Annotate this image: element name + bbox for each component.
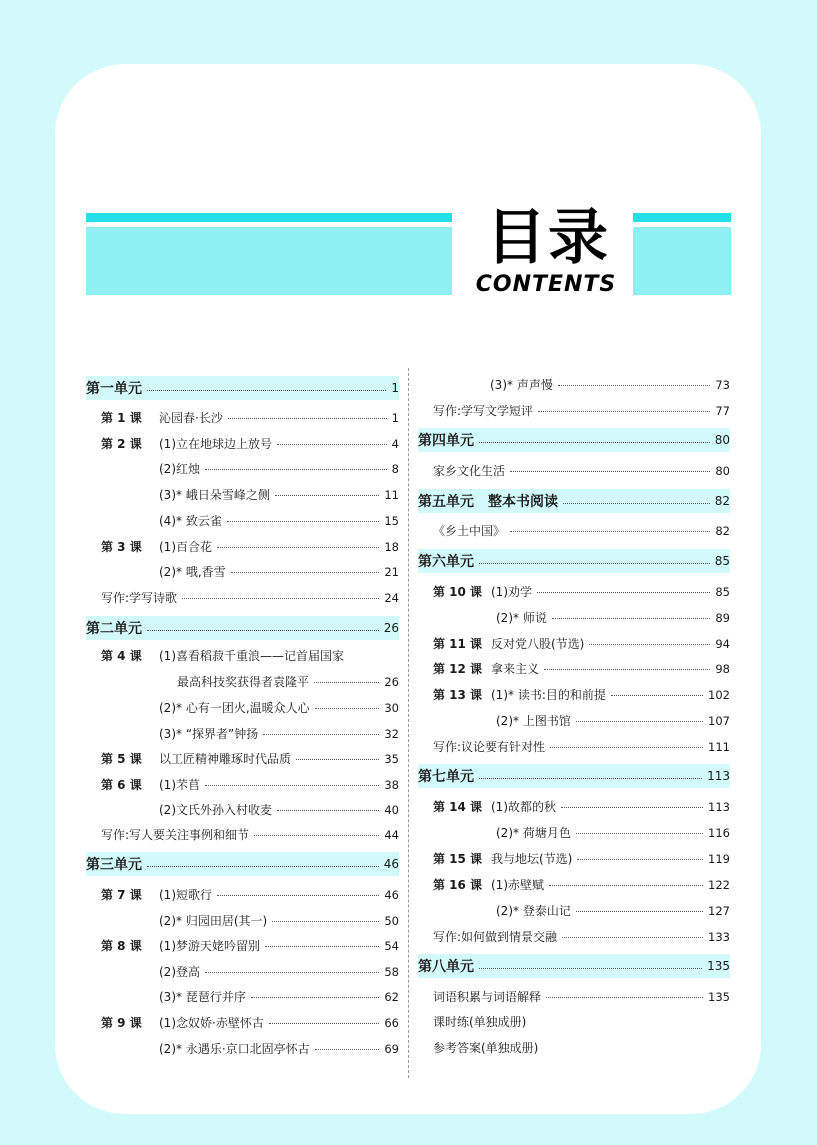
unit-label: 第八单元 (418, 959, 474, 975)
entry-title: (1)赤壁赋 (491, 878, 544, 892)
entry-title: 我与地坛(节选) (491, 852, 573, 866)
toc-entry[interactable] (490, 376, 730, 393)
page-number: 1 (391, 411, 399, 425)
lesson-number: 第 15 课 (433, 852, 483, 866)
page-number: 82 (715, 524, 730, 538)
entry-title: (3)* “探界者”钟扬 (159, 727, 259, 741)
toc-entry[interactable] (101, 538, 399, 555)
entry-title: 《乡土中国》 (433, 524, 506, 538)
entry-title: 最高科技奖获得者袁隆平 (177, 675, 310, 689)
page-number: 122 (708, 878, 730, 892)
toc-entry[interactable] (159, 563, 399, 580)
entry-title: 参考答案(单独成册) (433, 1041, 539, 1055)
entry-title: 写作:学写文学短评 (433, 404, 534, 418)
toc-entry[interactable] (159, 963, 399, 980)
page-number: 1 (391, 381, 399, 395)
dot-leader (217, 547, 379, 548)
page-number: 85 (714, 554, 730, 568)
page-number: 18 (384, 540, 399, 554)
page-title: 目录 (486, 203, 610, 273)
page-number: 77 (715, 404, 730, 418)
toc-entry[interactable] (101, 937, 399, 954)
lesson-number: 第 11 课 (433, 637, 483, 651)
entry-title: 词语积累与词语解释 (433, 990, 542, 1004)
unit-label: 第七单元 (418, 769, 474, 785)
toc-entry[interactable] (433, 928, 730, 945)
header-bar-thin-left (86, 213, 452, 222)
entry-title: 拿来主义 (491, 662, 540, 676)
page-number: 11 (384, 488, 399, 502)
entry-title: (2)* 归园田居(其一) (159, 914, 268, 928)
entry-title: (2)* 荷塘月色 (496, 826, 571, 840)
page-number: 113 (708, 800, 730, 814)
entry-title: (2)红烛 (159, 462, 200, 476)
toc-unit-6[interactable] (418, 549, 730, 573)
lesson-number: 第 12 课 (433, 662, 483, 676)
dot-leader (269, 1023, 380, 1024)
toc-entry[interactable] (101, 776, 399, 793)
page-number: 73 (715, 378, 730, 392)
unit-label: 第六单元 (418, 554, 474, 570)
toc-entry[interactable] (433, 686, 730, 703)
dot-leader (315, 1049, 380, 1050)
page-number: 127 (708, 904, 730, 918)
entry-title: (2)* 上图书馆 (496, 714, 571, 728)
toc-entry[interactable] (101, 409, 399, 426)
dot-leader (263, 734, 379, 735)
page-number: 24 (384, 591, 399, 605)
page-number: 40 (384, 803, 399, 817)
page-number: 89 (715, 611, 730, 625)
page-number: 8 (391, 462, 399, 476)
page-number: 111 (708, 740, 730, 754)
dot-leader (479, 968, 702, 969)
toc-entry[interactable] (433, 402, 730, 419)
dot-leader (147, 866, 379, 867)
entry-title: (1)* 读书:目的和前提 (491, 688, 606, 702)
dot-leader (231, 572, 380, 573)
page-number: 80 (715, 464, 730, 478)
dot-leader (296, 759, 379, 760)
page-number: 50 (384, 914, 399, 928)
entry-title: 写作:写人要关注事例和细节 (101, 828, 250, 842)
dot-leader (576, 911, 703, 912)
entry-title: 写作:学写诗歌 (101, 591, 178, 605)
dot-leader (576, 833, 703, 834)
dot-leader (561, 807, 703, 808)
page-number: 15 (384, 514, 399, 528)
toc-entry[interactable] (433, 876, 730, 893)
toc-entry[interactable] (159, 486, 399, 503)
entry-title: (1)劝学 (491, 585, 532, 599)
column-divider (408, 368, 409, 1078)
lesson-number: 第 9 课 (101, 1016, 142, 1030)
header-bar-thick-right (633, 227, 731, 295)
lesson-number: 第 1 课 (101, 411, 142, 425)
toc-entry[interactable] (101, 826, 399, 843)
lesson-number: 第 8 课 (101, 939, 142, 953)
toc-entry[interactable] (433, 988, 730, 1005)
dot-leader (577, 859, 703, 860)
toc-entry[interactable] (433, 635, 730, 652)
entry-title: 课时练(单独成册) (433, 1015, 527, 1029)
dot-leader (550, 747, 703, 748)
lesson-number: 第 10 课 (433, 585, 483, 599)
page-number: 102 (708, 688, 730, 702)
lesson-number: 第 5 课 (101, 752, 142, 766)
unit-label: 第二单元 (86, 621, 142, 637)
toc-unit-8[interactable] (418, 954, 730, 978)
toc-unit-5[interactable] (418, 489, 730, 513)
dot-leader (205, 469, 387, 470)
lesson-number: 第 2 课 (101, 437, 142, 451)
toc-entry[interactable] (159, 460, 399, 477)
entry-title: (4)* 致云雀 (159, 514, 222, 528)
entry-title: (1)立在地球边上放号 (159, 437, 272, 451)
dot-leader (265, 946, 379, 947)
entry-title: 写作:如何做到情景交融 (433, 930, 558, 944)
page-number: 116 (708, 826, 730, 840)
lesson-number: 第 7 课 (101, 888, 142, 902)
dot-leader (510, 471, 710, 472)
page-number: 58 (384, 965, 399, 979)
toc-unit-4[interactable] (418, 428, 730, 452)
dot-leader (315, 708, 380, 709)
dot-leader (277, 810, 379, 811)
page-number: 44 (384, 828, 399, 842)
toc-unit-7[interactable] (418, 764, 730, 788)
toc-entry[interactable] (101, 435, 399, 452)
dot-leader (272, 921, 379, 922)
entry-title: (1)念奴娇·赤壁怀古 (159, 1016, 264, 1030)
toc-entry[interactable] (101, 1014, 399, 1031)
dot-leader (562, 937, 703, 938)
page-number: 26 (383, 621, 399, 635)
dot-leader (611, 695, 703, 696)
toc-entry[interactable] (177, 673, 399, 690)
entry-title: 反对党八股(节选) (491, 637, 585, 651)
unit-label: 第三单元 (86, 857, 142, 873)
toc-entry[interactable] (159, 725, 399, 742)
dot-leader (479, 442, 710, 443)
dot-leader (147, 630, 379, 631)
unit-label: 第五单元 整本书阅读 (418, 494, 558, 510)
toc-entry[interactable] (101, 589, 399, 606)
dot-leader (182, 598, 379, 599)
lesson-number: 第 3 课 (101, 540, 142, 554)
toc-entry[interactable] (433, 522, 730, 539)
entry-title: (2)* 师说 (496, 611, 547, 625)
page-number: 54 (384, 939, 399, 953)
toc-entry[interactable] (496, 902, 730, 919)
page-number: 80 (714, 433, 730, 447)
dot-leader (479, 778, 702, 779)
page-number: 38 (384, 778, 399, 792)
page-subtitle: CONTENTS (475, 272, 617, 297)
dot-leader (147, 390, 386, 391)
lesson-number: 第 4 课 (101, 649, 142, 663)
toc-entry[interactable] (433, 1040, 730, 1056)
page-number: 26 (384, 675, 399, 689)
entry-title: (2)* 登泰山记 (496, 904, 571, 918)
dot-leader (314, 682, 379, 683)
dot-leader (510, 531, 710, 532)
toc-entry[interactable] (433, 462, 730, 479)
dot-leader (589, 644, 710, 645)
header-bar-thick-left (86, 227, 452, 295)
toc-entry[interactable] (433, 1014, 730, 1030)
lesson-number: 第 13 课 (433, 688, 483, 702)
header-bar-thin-right (633, 213, 731, 222)
page-number: 66 (384, 1016, 399, 1030)
dot-leader (538, 411, 710, 412)
dot-leader (227, 521, 380, 522)
dot-leader (537, 592, 710, 593)
page-number: 35 (384, 752, 399, 766)
toc-entry[interactable] (496, 824, 730, 841)
page-number: 62 (384, 990, 399, 1004)
toc-entry[interactable] (159, 912, 399, 929)
lesson-number: 第 16 课 (433, 878, 483, 892)
dot-leader (563, 503, 710, 504)
entry-title: (3)* 声声慢 (490, 378, 553, 392)
page-number: 133 (708, 930, 730, 944)
page-number: 94 (715, 637, 730, 651)
page-number: 21 (384, 565, 399, 579)
entry-title: (3)* 峨日朵雪峰之侧 (159, 488, 270, 502)
entry-title: (2)* 永遇乐·京口北固亭怀古 (159, 1042, 310, 1056)
dot-leader (544, 669, 710, 670)
toc-entry[interactable] (159, 801, 399, 818)
dot-leader (228, 418, 387, 419)
entry-title: (1)故都的秋 (491, 800, 556, 814)
entry-title: (3)* 琵琶行并序 (159, 990, 246, 1004)
lesson-number: 第 6 课 (101, 778, 142, 792)
entry-title: 写作:议论要有针对性 (433, 740, 546, 754)
toc-entry[interactable] (433, 660, 730, 677)
entry-title: 沁园春·长沙 (159, 411, 223, 425)
toc-entry[interactable] (433, 583, 730, 600)
page-number: 98 (715, 662, 730, 676)
page-number: 82 (714, 494, 730, 508)
dot-leader (217, 895, 379, 896)
entry-title: (1)百合花 (159, 540, 212, 554)
toc-unit-2[interactable] (86, 616, 399, 640)
dot-leader (558, 385, 711, 386)
page-number: 46 (384, 888, 399, 902)
toc-entry[interactable] (496, 609, 730, 626)
page-number: 119 (708, 852, 730, 866)
page-number: 4 (391, 437, 399, 451)
dot-leader (205, 785, 379, 786)
dot-leader (277, 444, 387, 445)
unit-label: 第一单元 (86, 381, 142, 397)
dot-leader (552, 618, 711, 619)
entry-title: (2)* 心有一团火,温暖众人心 (159, 701, 310, 715)
page-number: 85 (715, 585, 730, 599)
page-number: 135 (708, 990, 730, 1004)
dot-leader (205, 972, 379, 973)
page-number: 135 (707, 959, 730, 973)
toc-entry[interactable] (159, 1040, 399, 1057)
toc-entry[interactable] (433, 850, 730, 867)
toc-entry[interactable] (159, 988, 399, 1005)
dot-leader (549, 885, 703, 886)
dot-leader (479, 563, 710, 564)
toc-entry[interactable] (159, 512, 399, 529)
dot-leader (251, 997, 380, 998)
unit-label: 第四单元 (418, 433, 474, 449)
dot-leader (546, 997, 703, 998)
page-number: 30 (384, 701, 399, 715)
entry-title: (2)文氏外孙入村收麦 (159, 803, 272, 817)
entry-title: 以工匠精神雕琢时代品质 (159, 752, 292, 766)
toc-entry[interactable] (159, 699, 399, 716)
toc-entry[interactable] (101, 886, 399, 903)
toc-entry[interactable] (101, 750, 399, 767)
toc-entry[interactable] (496, 712, 730, 729)
page-number: 107 (708, 714, 730, 728)
toc-unit-1[interactable] (86, 376, 399, 400)
toc-entry[interactable] (433, 798, 730, 815)
entry-title: (2)登高 (159, 965, 200, 979)
dot-leader (254, 835, 379, 836)
entry-title: 家乡文化生活 (433, 464, 506, 478)
toc-entry[interactable] (433, 738, 730, 755)
page-number: 69 (384, 1042, 399, 1056)
toc-unit-3[interactable] (86, 852, 399, 876)
page-number: 113 (707, 769, 730, 783)
entry-title: (1)喜看稻菽千重浪——记首届国家 (159, 649, 344, 663)
lesson-number: 第 14 课 (433, 800, 483, 814)
page-number: 32 (384, 727, 399, 741)
dot-leader (576, 721, 703, 722)
toc-entry[interactable] (101, 648, 399, 664)
dot-leader (275, 495, 380, 496)
entry-title: (1)短歌行 (159, 888, 212, 902)
entry-title: (1)芣苢 (159, 778, 200, 792)
entry-title: (2)* 哦,香雪 (159, 565, 226, 579)
page-number: 46 (383, 857, 399, 871)
entry-title: (1)梦游天姥吟留别 (159, 939, 260, 953)
